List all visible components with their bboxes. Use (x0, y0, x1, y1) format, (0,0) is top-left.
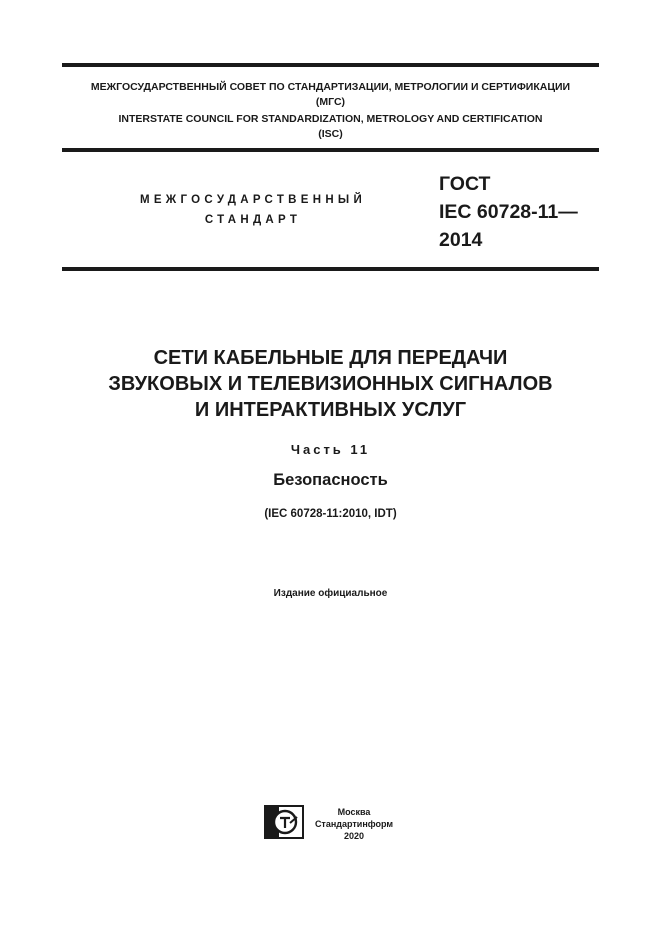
title-line3: И ИНТЕРАКТИВНЫХ УСЛУГ (194, 399, 467, 421)
standard-number: IEC 60728-11— (439, 201, 578, 223)
publisher-year: 2020 (343, 831, 365, 841)
standard-type-line1: МЕЖГОСУДАРСТВЕННЫЙ (139, 194, 367, 206)
standard-designation (439, 170, 578, 254)
council-en-line: INTERSTATE COUNCIL FOR STANDARDIZATION, METROLOGY AND CERTIFICATION (118, 113, 543, 125)
publisher-block (308, 806, 400, 842)
top-rule (62, 63, 599, 67)
document-title (62, 345, 599, 423)
publisher-name: Стандартинформ (314, 819, 394, 829)
standard-year: 2014 (439, 229, 483, 251)
council-ru-line: МЕЖГОСУДАРСТВЕННЫЙ СОВЕТ ПО СТАНДАРТИЗАЦИИ, МЕТРОЛОГИИ И СЕРТИФИКАЦИИ (90, 81, 571, 93)
standard-type-line2: СТАНДАРТ (204, 214, 302, 226)
iec-reference: (IEC 60728-11:2010, IDT) (264, 508, 397, 520)
title-line2: ЗВУКОВЫХ И ТЕЛЕВИЗИОННЫХ СИГНАЛОВ (108, 373, 553, 395)
council-en-abbr: (ISC) (318, 128, 343, 140)
part-label: Часть 11 (290, 442, 371, 457)
subject-title: Безопасность (273, 471, 388, 489)
header-bottom-rule (62, 267, 599, 271)
publisher-city: Москва (337, 807, 371, 817)
gost-label: ГОСТ (439, 173, 491, 195)
edition-note: Издание официальное (273, 588, 388, 599)
council-ru-abbr: (МГС) (315, 96, 346, 108)
council-rule (62, 148, 599, 152)
title-line1: СЕТИ КАБЕЛЬНЫЕ ДЛЯ ПЕРЕДАЧИ (153, 347, 508, 369)
standartinform-logo-icon (264, 805, 304, 839)
